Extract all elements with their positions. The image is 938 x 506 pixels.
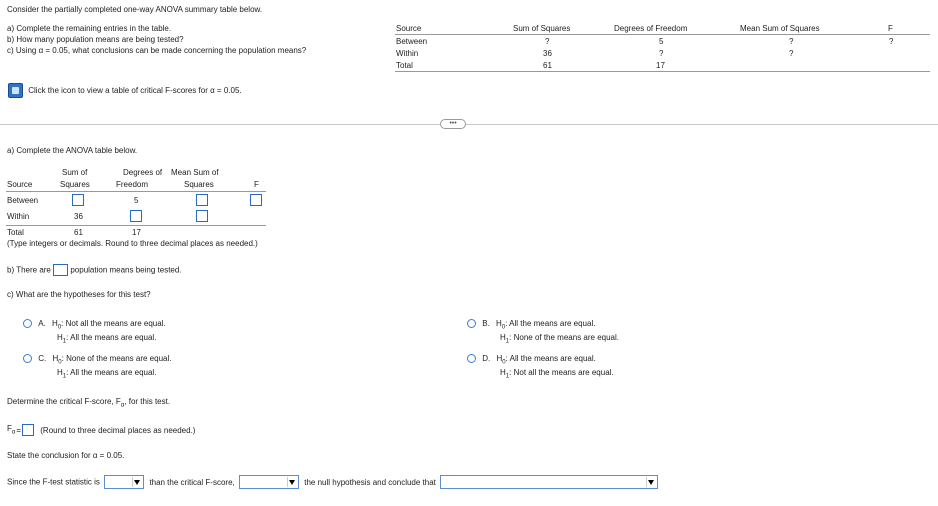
question-a: a) Complete the remaining entries in the table.	[7, 24, 172, 33]
equals-sign: =	[16, 425, 22, 435]
summary-header-f: F	[888, 24, 893, 33]
part-a-note: (Type integers or decimals. Round to three decimal places as needed.)	[7, 239, 258, 248]
summary-row-within-df: ?	[659, 49, 664, 58]
option-b-h0: $H_0$: All the means are equal.	[496, 319, 596, 331]
conclusion-s3: the null hypothesis and conclude that	[304, 477, 436, 487]
fscore-link-text: Click the icon to view a table of critical F-scores for α = 0.05.	[28, 86, 242, 95]
chevron-down-icon	[646, 477, 656, 487]
critical-input-row	[7, 424, 195, 436]
within-ss-value: 36	[74, 212, 83, 221]
summary-header-source: Source	[396, 24, 422, 33]
option-a-h0: $H_0$: Not all the means are equal.	[52, 319, 166, 331]
critical-note: (Round to three decimal places as needed.)	[40, 425, 196, 435]
option-c-radio[interactable]	[23, 354, 32, 363]
row-between-label: Between	[7, 196, 39, 205]
option-d-letter: D.	[482, 354, 491, 363]
option-d-h0: $H_0$: All the means are equal.	[496, 354, 596, 366]
summary-row-between-source: Between	[396, 37, 428, 46]
col-ms-line2: Squares	[184, 180, 214, 189]
part-a-prompt: a) Complete the ANOVA table below.	[7, 146, 138, 155]
population-count-input[interactable]	[53, 264, 68, 276]
anova-total-line	[6, 225, 266, 226]
summary-row-between-df: 5	[659, 37, 664, 46]
option-d-h1: $H_1$: Not all the means are equal.	[500, 368, 614, 380]
part-b-pre: b) There are	[7, 265, 51, 275]
col-source: Source	[7, 180, 33, 189]
critical-prompt: Determine the critical F-score, $F_\alpha$, for this test.	[7, 397, 171, 409]
option-d[interactable]	[467, 354, 596, 366]
between-ms-input[interactable]	[196, 194, 208, 206]
summary-row-between-ss: ?	[545, 37, 550, 46]
summary-row-total-df: 17	[656, 61, 665, 70]
col-ms-line1: Mean Sum of	[171, 168, 219, 177]
conclusion-dropdown[interactable]	[440, 475, 658, 489]
section-divider	[0, 124, 938, 125]
option-a-radio[interactable]	[23, 319, 32, 328]
col-df-line2: Freedom	[116, 180, 149, 189]
row-within-label: Within	[7, 212, 30, 221]
col-df-line1: Degrees of	[123, 168, 163, 177]
chevron-down-icon	[287, 477, 297, 487]
option-b-radio[interactable]	[467, 319, 476, 328]
summary-row-within-source: Within	[396, 49, 419, 58]
between-f-input[interactable]	[250, 194, 262, 206]
between-ss-input[interactable]	[72, 194, 84, 206]
option-b-letter: B.	[482, 319, 490, 328]
fscore-link-row	[8, 83, 242, 98]
expand-ellipsis-button[interactable]: •••	[440, 119, 466, 129]
summary-row-within-ss: 36	[543, 49, 552, 58]
option-b-h1: $H_1$: None of the means are equal.	[500, 333, 619, 345]
option-c[interactable]	[23, 354, 171, 366]
summary-row-between-ms: ?	[789, 37, 794, 46]
summary-bottom-line	[395, 71, 930, 72]
row-total-label: Total	[7, 228, 24, 237]
summary-row-between-f: ?	[889, 37, 894, 46]
option-a-h1: $H_1$: All the means are equal.	[57, 333, 157, 345]
option-c-h0: $H_0$: None of the means are equal.	[52, 354, 172, 366]
chevron-down-icon	[132, 477, 142, 487]
total-ss-value: 61	[74, 228, 83, 237]
comparison-dropdown[interactable]	[104, 475, 144, 489]
conclusion-row	[7, 475, 658, 489]
conclusion-s1: Since the F-test statistic is	[7, 477, 100, 487]
calculator-icon[interactable]	[8, 83, 23, 98]
anova-header-underline	[6, 191, 266, 192]
col-ss-line2: Squares	[60, 180, 90, 189]
summary-row-within-ms: ?	[789, 49, 794, 58]
summary-row-total-ss: 61	[543, 61, 552, 70]
critical-f-input[interactable]	[22, 424, 34, 436]
summary-header-ms: Mean Sum of Squares	[740, 24, 820, 33]
part-c-prompt: c) What are the hypotheses for this test?	[7, 290, 151, 299]
option-a-letter: A.	[38, 319, 46, 328]
conclusion-s2: than the critical F-score,	[149, 477, 235, 487]
option-b[interactable]	[467, 319, 595, 331]
intro-title: Consider the partially completed one-way ANOVA summary table below.	[7, 5, 263, 14]
part-b-post: population means being tested.	[70, 265, 182, 275]
within-df-input[interactable]	[130, 210, 142, 222]
summary-header-df: Degrees of Freedom	[614, 24, 688, 33]
conclusion-prompt: State the conclusion for α = 0.05.	[7, 451, 125, 460]
summary-header-ss: Sum of Squares	[513, 24, 571, 33]
option-c-h1: $H_1$: All the means are equal.	[57, 368, 157, 380]
part-b-row	[7, 264, 182, 276]
critical-f-label: $F_\alpha$	[7, 424, 16, 436]
question-c: c) Using α = 0.05, what conclusions can be made concerning the population means?	[7, 46, 307, 55]
col-f: F	[254, 180, 259, 189]
question-b: b) How many population means are being tested?	[7, 35, 184, 44]
between-df-value: 5	[134, 196, 139, 205]
within-ms-input[interactable]	[196, 210, 208, 222]
col-ss-line1: Sum of	[62, 168, 88, 177]
summary-header-underline	[395, 34, 930, 35]
decision-dropdown[interactable]	[239, 475, 299, 489]
option-d-radio[interactable]	[467, 354, 476, 363]
summary-row-total-source: Total	[396, 61, 413, 70]
option-a[interactable]	[23, 319, 166, 331]
option-c-letter: C.	[38, 354, 47, 363]
total-df-value: 17	[132, 228, 141, 237]
